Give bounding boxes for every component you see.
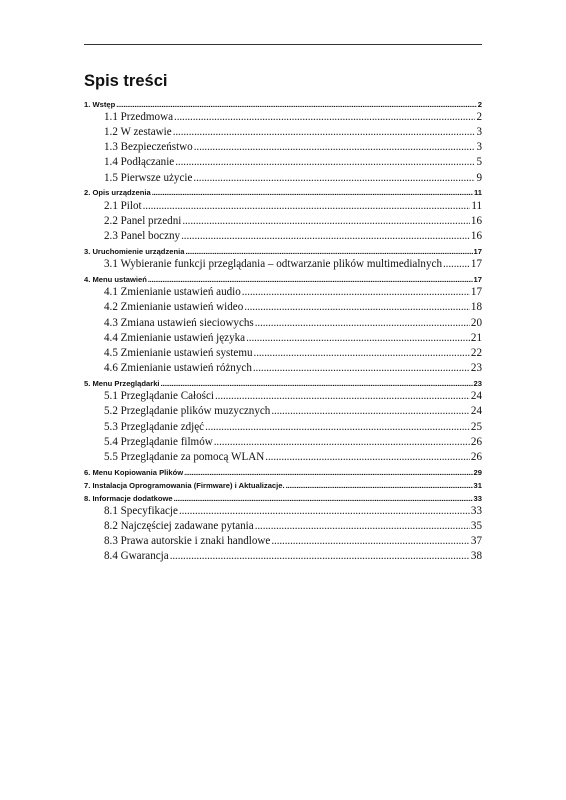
toc-entry[interactable] bbox=[84, 534, 482, 549]
toc-entry-label: 1.3 Bezpieczeństwo bbox=[104, 141, 193, 154]
toc-entry[interactable] bbox=[84, 171, 482, 186]
toc-entry[interactable] bbox=[84, 404, 482, 419]
toc-entry-label: 1.1 Przedmowa bbox=[104, 110, 174, 123]
dot-leader bbox=[271, 534, 470, 549]
dot-leader bbox=[175, 155, 475, 170]
toc-entry-page: 24 bbox=[470, 405, 482, 418]
dot-leader bbox=[214, 435, 470, 450]
toc-entry[interactable] bbox=[84, 155, 482, 170]
toc-entry-page: 9 bbox=[476, 171, 482, 184]
toc-entry-page: 20 bbox=[470, 316, 482, 329]
dot-leader bbox=[205, 420, 470, 435]
toc-entry-page: 33 bbox=[473, 493, 482, 503]
toc-entry-label: 2.3 Panel boczny bbox=[104, 230, 181, 243]
toc-entry-page: 11 bbox=[471, 199, 482, 212]
toc-entry-page: 16 bbox=[470, 214, 482, 227]
toc-entry-page: 21 bbox=[470, 331, 482, 344]
dot-leader bbox=[255, 316, 470, 331]
toc-entry-label: 2.1 Pilot bbox=[104, 199, 142, 212]
dot-leader bbox=[174, 110, 475, 125]
toc-entry-page: 22 bbox=[470, 347, 482, 359]
toc-entry[interactable] bbox=[84, 493, 482, 504]
toc-entry-page: 11 bbox=[473, 188, 482, 198]
dot-leader bbox=[143, 199, 471, 214]
toc-entry-page: 18 bbox=[470, 301, 482, 314]
toc-entry-label: 1. Wstęp bbox=[84, 99, 116, 109]
toc-entry-page: 17 bbox=[470, 258, 482, 271]
toc-entry-label: 7. Instalacja Oprogramowania (Firmware) i Aktualizacje. bbox=[84, 480, 285, 490]
toc-entry-label: 3.1 Wybieranie funkcji przeglądania – odtwarzanie plików multimedialnych bbox=[104, 258, 442, 271]
toc-entry[interactable] bbox=[84, 389, 482, 404]
toc-entry-page: 26 bbox=[470, 435, 482, 448]
toc-entry[interactable] bbox=[84, 420, 482, 435]
toc-entry-label: 4.1 Zmienianie ustawień audio bbox=[104, 286, 241, 299]
header-rule bbox=[84, 44, 482, 45]
toc-entry-label: 8.2 Najczęściej zadawane pytania bbox=[104, 520, 254, 533]
dot-leader bbox=[246, 331, 470, 346]
dot-leader bbox=[193, 171, 475, 186]
toc-entry-page: 2 bbox=[477, 99, 482, 109]
toc-entry-label: 1.5 Pierwsze użycie bbox=[104, 171, 193, 184]
toc-entry-page: 25 bbox=[470, 420, 482, 433]
dot-leader bbox=[161, 378, 473, 389]
dot-leader bbox=[173, 125, 476, 140]
toc-entry[interactable] bbox=[84, 99, 482, 110]
toc-entry-page: 31 bbox=[473, 480, 482, 490]
toc-entry-label: 4.4 Zmienianie ustawień języka bbox=[104, 331, 246, 344]
toc-entry-page: 16 bbox=[470, 230, 482, 243]
toc-entry-label: 6. Menu Kopiowania Plików bbox=[84, 467, 184, 477]
toc-entry-label: 1.4 Podłączanie bbox=[104, 156, 175, 169]
dot-leader bbox=[244, 300, 470, 315]
toc-entry-page: 29 bbox=[473, 467, 482, 477]
toc-entry-label: 3. Uruchomienie urządzenia bbox=[84, 246, 185, 256]
toc-entry-page: 24 bbox=[470, 390, 482, 403]
dot-leader bbox=[181, 229, 470, 244]
toc-entry-label: 1.2 W zestawie bbox=[104, 126, 172, 139]
toc-entry-label: 2.2 Panel przedni bbox=[104, 214, 182, 227]
dot-leader bbox=[179, 504, 470, 519]
toc-entry[interactable] bbox=[84, 257, 482, 272]
toc-entry[interactable] bbox=[84, 214, 482, 229]
dot-leader bbox=[215, 389, 470, 404]
toc-entry[interactable] bbox=[84, 467, 482, 478]
toc-entry[interactable] bbox=[84, 199, 482, 214]
toc-entry-page: 38 bbox=[470, 550, 482, 563]
toc-entry-page: 37 bbox=[470, 535, 482, 548]
toc-entry-label: 5.3 Przeglądanie zdjęć bbox=[104, 420, 205, 433]
dot-leader bbox=[185, 246, 472, 257]
dot-leader bbox=[271, 404, 470, 419]
toc-entry-page: 17 bbox=[470, 286, 482, 299]
toc-entry[interactable] bbox=[84, 480, 482, 491]
dot-leader bbox=[170, 549, 470, 564]
toc-entry-label: 8.3 Prawa autorskie i znaki handlowe bbox=[104, 535, 271, 548]
toc-entry-page: 33 bbox=[470, 504, 482, 517]
dot-leader bbox=[254, 346, 470, 361]
toc-entry-page: 23 bbox=[473, 378, 482, 388]
toc-entry-label: 8.1 Specyfikacje bbox=[104, 504, 178, 517]
toc-entry[interactable] bbox=[84, 519, 482, 534]
toc-entry-label: 4.2 Zmienianie ustawień wideo bbox=[104, 301, 244, 314]
toc-entry[interactable] bbox=[84, 435, 482, 450]
toc-entry[interactable] bbox=[84, 300, 482, 315]
toc-entry[interactable] bbox=[84, 285, 482, 300]
toc-entry-label: 2. Opis urządzenia bbox=[84, 188, 151, 198]
toc-entry-page: 35 bbox=[470, 520, 482, 533]
toc-entry[interactable] bbox=[84, 378, 482, 389]
dot-leader bbox=[443, 257, 470, 272]
toc-entry-page: 5 bbox=[476, 156, 482, 169]
toc-entry[interactable] bbox=[84, 274, 482, 285]
toc-entry[interactable] bbox=[84, 187, 482, 198]
dot-leader bbox=[242, 285, 470, 300]
toc-entry[interactable] bbox=[84, 316, 482, 331]
toc-entry-page: 17 bbox=[473, 246, 482, 256]
toc-entry[interactable] bbox=[84, 110, 482, 125]
dot-leader bbox=[184, 467, 472, 478]
toc-entry-page: 3 bbox=[476, 141, 482, 154]
toc-entry-label: 4. Menu ustawień bbox=[84, 274, 147, 284]
toc-entry-label: 4.5 Zmienianie ustawień systemu bbox=[104, 347, 253, 359]
dot-leader bbox=[148, 274, 473, 285]
toc-entry-label: 4.3 Zmiana ustawień sieciowychs bbox=[104, 316, 254, 329]
toc-entry[interactable] bbox=[84, 125, 482, 140]
toc-entry[interactable] bbox=[84, 140, 482, 155]
toc-entry-label: 4.6 Zmienianie ustawień różnych bbox=[104, 362, 252, 375]
dot-leader bbox=[182, 214, 470, 229]
page-title: Spis treści bbox=[84, 72, 168, 90]
toc-entry-label: 5.4 Przeglądanie filmów bbox=[104, 435, 213, 448]
toc-entry-page: 3 bbox=[476, 126, 482, 139]
toc-entry-label: 5.2 Przeglądanie plików muzycznych bbox=[104, 405, 271, 418]
toc-entry-label: 8.4 Gwarancja bbox=[104, 550, 169, 563]
toc-entry[interactable] bbox=[84, 450, 482, 465]
dot-leader bbox=[255, 519, 470, 534]
toc-entry-page: 17 bbox=[473, 274, 482, 284]
dot-leader bbox=[265, 450, 470, 465]
toc-entry[interactable] bbox=[84, 331, 482, 346]
toc-entry[interactable] bbox=[84, 549, 482, 564]
toc-entry-label: 5.1 Przeglądanie Całości bbox=[104, 390, 214, 403]
dot-leader bbox=[286, 480, 473, 491]
toc-entry-label: 5.5 Przeglądanie za pomocą WLAN bbox=[104, 451, 265, 464]
toc-entry-page: 23 bbox=[470, 362, 482, 375]
toc-entry-page: 26 bbox=[470, 451, 482, 464]
toc-entry-page: 2 bbox=[476, 110, 482, 123]
toc-entry[interactable] bbox=[84, 229, 482, 244]
toc-entry-label: 5. Menu Przeglądarki bbox=[84, 378, 160, 388]
toc-entry-label: 8. Informacje dodatkowe bbox=[84, 493, 173, 503]
dot-leader bbox=[116, 99, 477, 110]
table-of-contents bbox=[84, 97, 482, 565]
toc-entry[interactable] bbox=[84, 346, 482, 361]
dot-leader bbox=[174, 493, 473, 504]
dot-leader bbox=[194, 140, 476, 155]
toc-entry[interactable] bbox=[84, 361, 482, 376]
toc-entry[interactable] bbox=[84, 246, 482, 257]
toc-entry[interactable] bbox=[84, 504, 482, 519]
dot-leader bbox=[152, 187, 473, 198]
dot-leader bbox=[253, 361, 470, 376]
